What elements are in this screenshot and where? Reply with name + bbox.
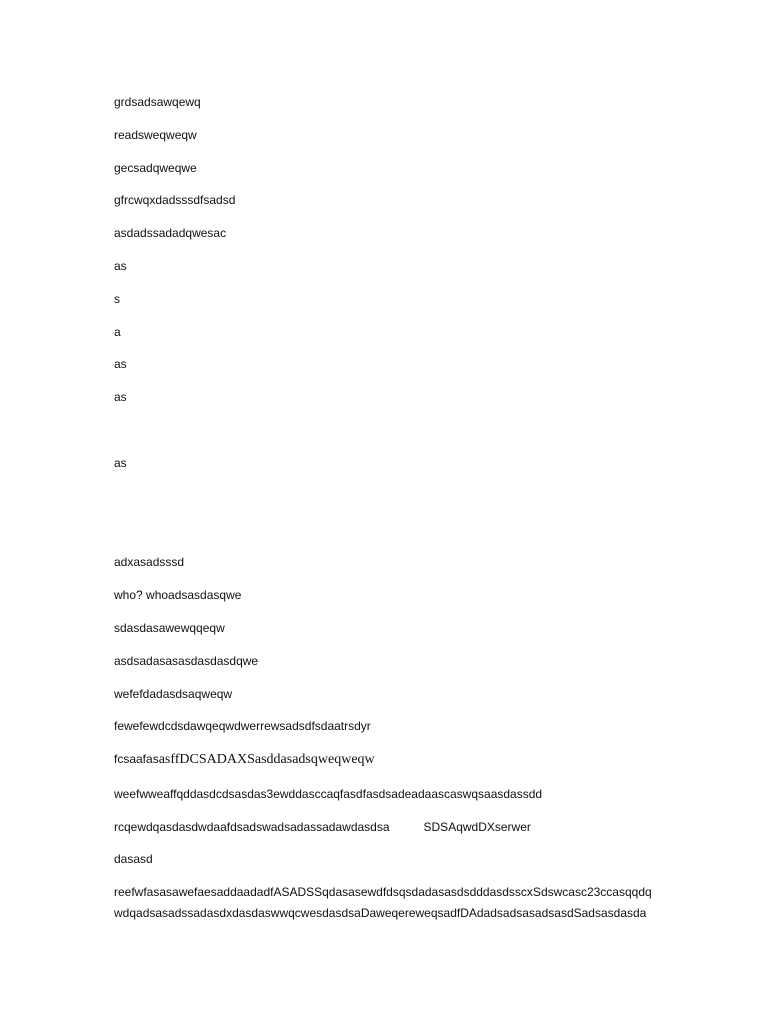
text-line-4: gfrcwqxdadsssdfsadsd (114, 193, 236, 207)
text-line-3: gecsadqweqwe (114, 161, 197, 175)
text-line-7: s (114, 292, 120, 306)
text-line-1: grdsadsawqewq (114, 95, 201, 109)
text-line-18: weefwweaffqddasdcdsasdas3ewddasccaqfasdfasdsadeadaascaswqsaasdassdd (114, 787, 543, 801)
paragraph-line-1: reefwfasasawefaesaddaadadfASADSSqdasasewdfdsqsdadasasdsdddasdsscxSdswcasc23ccasqqdq (114, 885, 652, 899)
text-line-8: a (114, 325, 121, 339)
mixed-line-serif-part: asffDCSADAXSasddasadsqweqweqw (158, 752, 375, 767)
text-line-5: asdadssadadqwesac (114, 226, 227, 240)
split-line-right: SDSAqwdDXserwer (423, 820, 531, 834)
text-line-13: who? whoadsasdasqwe (114, 588, 242, 602)
text-line-12: adxasadsssd (114, 555, 185, 569)
text-line-16: wefefdadasdsaqweqw (114, 687, 233, 701)
text-line-2: readsweqweqw (114, 128, 197, 142)
mixed-line-sans-part: fcsaafas (114, 752, 159, 766)
text-line-15: asdsadasasasdasdasdqwe (114, 654, 259, 668)
mixed-font-line (114, 751, 375, 768)
text-line-11: as (114, 456, 127, 470)
split-line (114, 819, 531, 835)
text-line-20: dasasd (114, 852, 153, 866)
text-line-17: fewefewdcdsdawqeqwdwerrewsadsdfsdaatrsdyr (114, 719, 371, 733)
text-line-14: sdasdasawewqqeqw (114, 621, 225, 635)
text-line-6: as (114, 259, 127, 273)
split-line-left: rcqewdqasdasdwdaafdsadswadsadassadawdasdsa (114, 820, 390, 834)
text-line-10: as (114, 390, 127, 404)
text-line-9: as (114, 357, 127, 371)
paragraph-line-2: wdqadsasadssadasdxdasdaswwqcwesdasdsaDaweqereweqsadfDAdadsadsasadsasdSadsasdasda (114, 906, 647, 920)
